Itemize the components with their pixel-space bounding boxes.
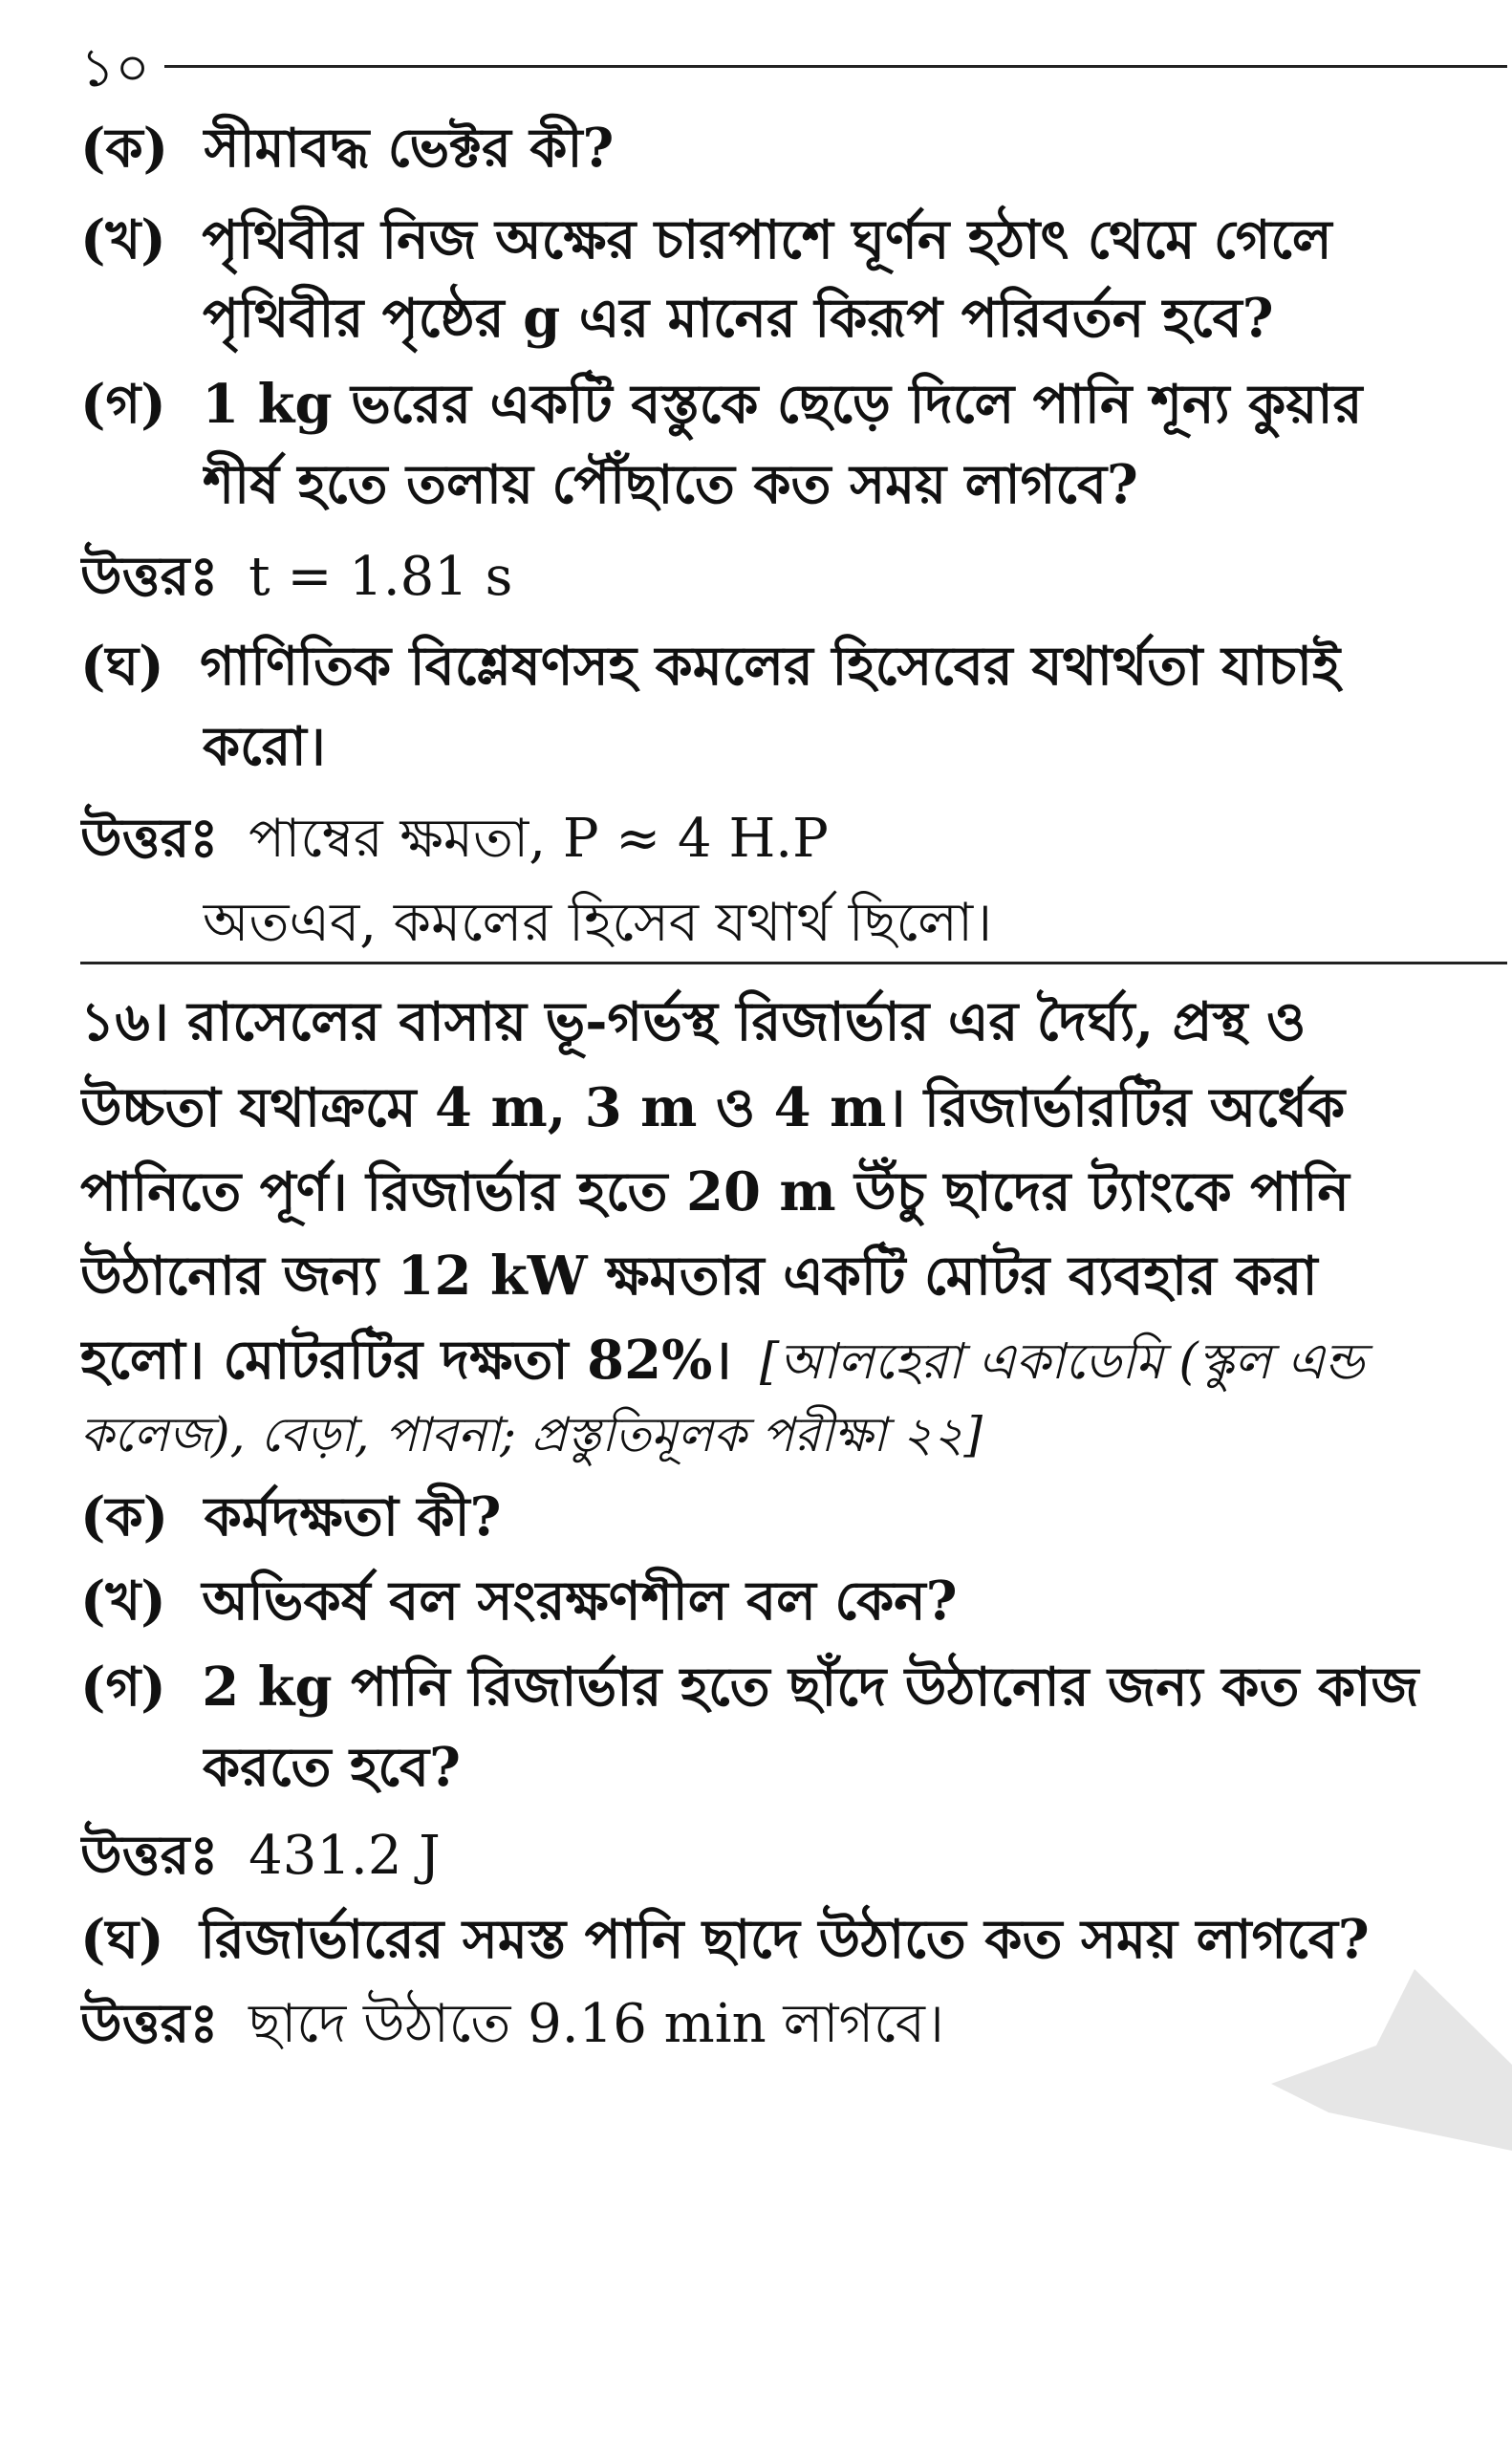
question-text: গাণিতিক বিশ্লেষণসহ কমলের হিসেবের যথার্থতা যাচাই — [200, 635, 1341, 698]
question-label: (ঘ) — [80, 1908, 164, 1971]
answer-gha — [80, 797, 1512, 887]
header-rule — [164, 65, 1507, 68]
stem-line-4: উঠানোর জন্য 12 kW ক্ষমতার একটি মোটর ব্যবহার করা — [80, 1245, 1318, 1308]
question-label: (ক) — [80, 1485, 169, 1548]
stem-text: হলো। মোটরটির দক্ষতা 82%। — [80, 1329, 732, 1392]
watermark-shape — [1271, 1969, 1512, 2151]
answer-label: উত্তরঃ — [80, 807, 219, 870]
stem-line-3: পানিতে পূর্ণ। রিজার্ভার হতে 20 m উঁচু ছাদের ট্যাংকে পানি — [80, 1160, 1350, 1224]
question-text: অভিকর্ষ বল সংরক্ষণশীল বল কেন? — [202, 1570, 958, 1633]
question-label: (ঘ) — [80, 635, 164, 698]
question-label: (গ) — [80, 373, 166, 436]
question-ga — [80, 363, 1512, 453]
question-ga-line2: শীর্ষ হতে তলায় পৌঁছাতে কত সময় লাগবে? — [203, 453, 1138, 516]
question-kha — [80, 199, 1512, 289]
question-ka — [80, 107, 1512, 197]
answer-label: উত্তরঃ — [80, 1992, 219, 2055]
source-citation: [আলহেরা একাডেমি (স্কুল এন্ড — [759, 1333, 1365, 1391]
source-citation-line2: কলেজ), বেড়া, পাবনা; প্রস্তুতিমূলক পরীক্ষা ২২] — [80, 1407, 983, 1462]
answer-label: উত্তরঃ — [80, 545, 219, 608]
question-label: (গ) — [80, 1656, 166, 1719]
question-label: (ক) — [80, 117, 169, 180]
question-ga — [80, 1646, 1512, 1736]
stem-line-1: ১৬। রাসেলের বাসায় ভূ-গর্ভস্থ রিজার্ভার এর দৈর্ঘ্য, প্রস্থ ও — [80, 990, 1307, 1053]
answer-text: পাম্বের ক্ষমতা, P ≈ 4 H.P — [248, 808, 829, 870]
stem-line-5 — [80, 1319, 1512, 1409]
question-label: (খ) — [80, 1570, 166, 1633]
answer-ga — [80, 535, 1512, 625]
answer-label: উত্তরঃ — [80, 1824, 219, 1887]
question-ga-line2: করতে হবে? — [203, 1736, 461, 1799]
question-gha — [80, 625, 1512, 715]
question-text: রিজার্ভারের সমস্ত পানি ছাদে উঠাতে কত সময় লাগবে? — [200, 1908, 1370, 1971]
question-text: কর্মদক্ষতা কী? — [204, 1485, 502, 1548]
question-kha-line2: পৃথিবীর পৃষ্ঠের g এর মানের কিরূপ পরিবর্তন হবে? — [203, 287, 1274, 350]
question-text: সীমাবদ্ধ ভেক্টর কী? — [204, 117, 615, 180]
question-kha — [80, 1560, 1512, 1650]
page-number: ১০ — [80, 37, 150, 99]
answer-ga — [80, 1814, 1512, 1904]
section-divider — [80, 962, 1507, 964]
answer-text: t = 1.81 s — [248, 546, 513, 608]
question-text: 2 kg পানি রিজার্ভার হতে ছাঁদে উঠানোর জন্য কত কাজ — [202, 1656, 1419, 1719]
answer-text: ছাদে উঠাতে 9.16 min লাগবে। — [248, 1993, 944, 2055]
question-text: 1 kg ভরের একটি বস্তুকে ছেড়ে দিলে পানি শূন্য কুয়ার — [202, 373, 1363, 436]
question-text: পৃথিবীর নিজ অক্ষের চারপাশে ঘূর্ণন হঠাৎ থেমে গেলে — [202, 208, 1332, 271]
question-label: (খ) — [80, 208, 166, 271]
stem-line-2: উচ্চতা যথাক্রমে 4 m, 3 m ও 4 m। রিজার্ভারটির অর্ধেক — [80, 1076, 1346, 1139]
question-ka — [80, 1476, 1512, 1566]
question-gha-line2: করো। — [203, 715, 326, 778]
answer-text: 431.2 J — [248, 1825, 441, 1887]
answer-gha-line2: অতএব, কমলের হিসেব যথার্থ ছিলো। — [203, 892, 993, 954]
